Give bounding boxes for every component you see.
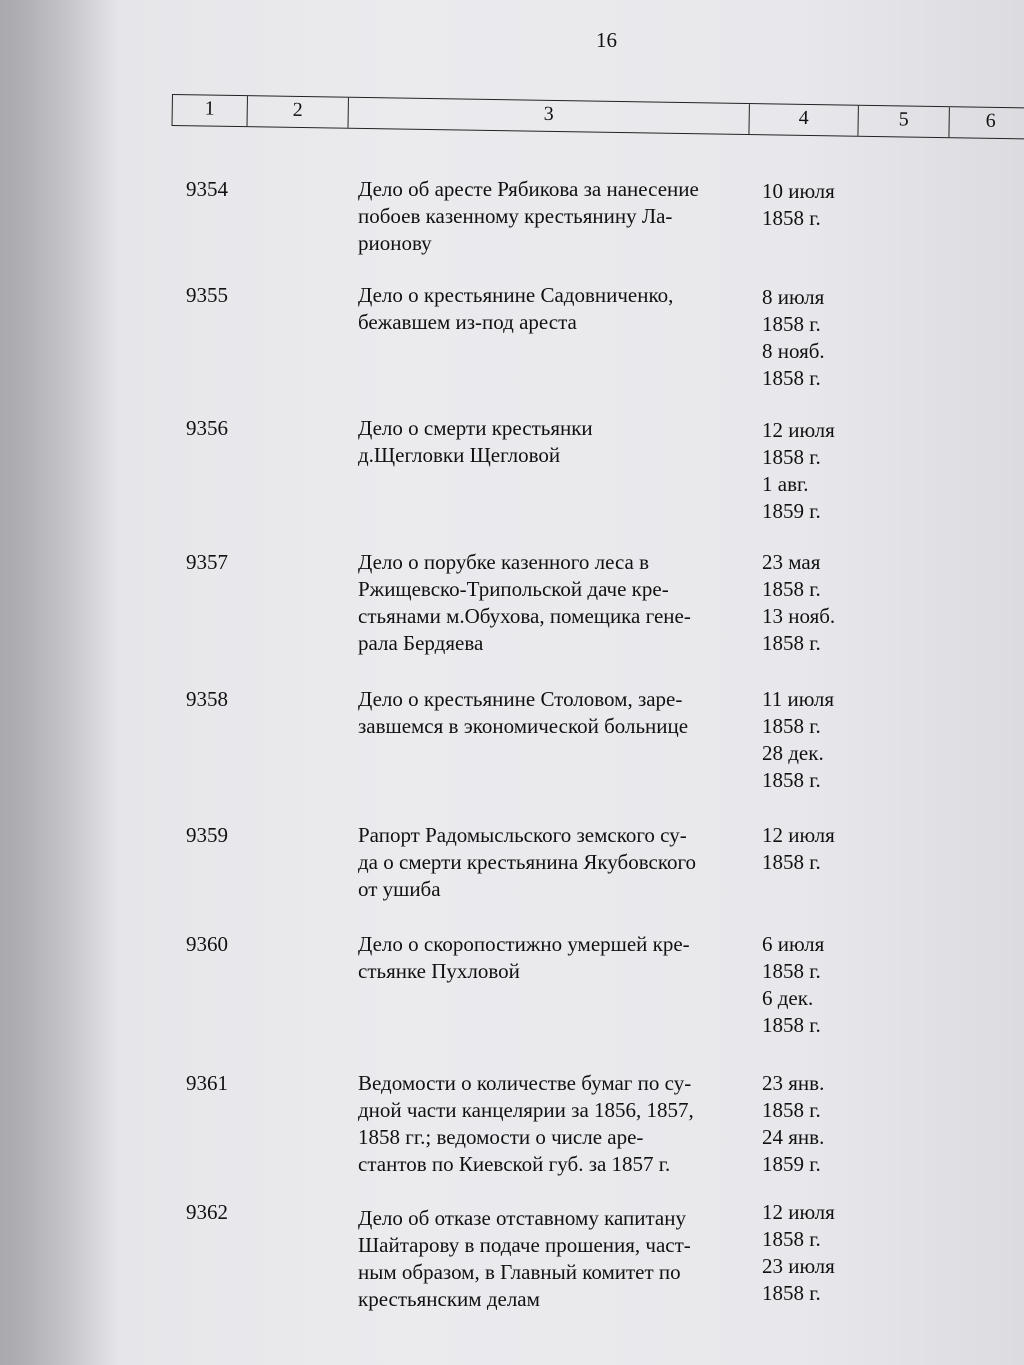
entry-dates <box>762 822 862 876</box>
entry-description <box>358 549 748 657</box>
entry-description <box>358 1205 748 1313</box>
entry-number: 9357 <box>186 550 228 574</box>
description-line: дной части канцелярии за 1856, 1857, <box>358 1098 694 1122</box>
date-line: 6 дек. <box>762 986 814 1010</box>
book-spine-shadow <box>0 0 120 1365</box>
date-line: 24 янв. <box>762 1125 825 1149</box>
date-line: 12 июля <box>762 823 835 847</box>
entry-description <box>358 415 748 469</box>
entry-dates <box>762 686 862 794</box>
date-line: 1 авг. <box>762 472 809 496</box>
date-line: 1858 г. <box>762 206 821 230</box>
entry-number: 9361 <box>186 1071 228 1095</box>
description-line: Дело о смерти крестьянки <box>358 416 593 440</box>
description-line: от ушиба <box>358 877 441 901</box>
column-header-1: 1 <box>173 95 248 126</box>
entry-description <box>358 931 748 985</box>
description-line: Дело о скоропостижно умершей кре- <box>358 932 690 956</box>
table-header <box>171 94 1024 140</box>
description-line: Дело о порубке казенного леса в <box>358 550 650 574</box>
entry-dates <box>762 931 862 1039</box>
entry-description <box>358 822 748 903</box>
description-line: Шайтарову в подаче прошения, част- <box>358 1233 691 1257</box>
entry-number: 9356 <box>186 416 228 440</box>
date-line: 8 июля <box>762 285 825 309</box>
entry-dates <box>762 549 862 657</box>
date-line: 13 нояб. <box>762 604 836 628</box>
date-line: 28 дек. <box>762 741 824 765</box>
date-line: 1858 г. <box>762 1281 821 1305</box>
description-line: рала Бердяева <box>358 631 484 655</box>
entry-dates <box>762 178 862 232</box>
description-line: завшемся в экономической больнице <box>358 714 689 738</box>
date-line: 1858 г. <box>762 445 821 469</box>
entry-number: 9360 <box>186 932 228 956</box>
entry-description <box>358 176 748 257</box>
description-line: д.Щегловки Щегловой <box>358 443 561 467</box>
date-line: 6 июля <box>762 932 825 956</box>
column-header-5: 5 <box>858 106 949 137</box>
entry-dates <box>762 284 862 392</box>
description-line: Дело об аресте Рябикова за нанесение <box>358 177 699 201</box>
description-line: ным образом, в Главный комитет по <box>358 1260 681 1284</box>
date-line: 12 июля <box>762 418 835 442</box>
entry-dates <box>762 1199 862 1307</box>
date-line: 1858 г. <box>762 714 821 738</box>
description-line: рионову <box>358 231 432 255</box>
entry-number: 9355 <box>186 283 228 307</box>
column-header-6: 6 <box>985 109 996 132</box>
entry-description <box>358 686 748 740</box>
date-line: 23 мая <box>762 550 821 574</box>
entry-number: 9358 <box>186 687 228 711</box>
date-line: 1858 г. <box>762 312 821 336</box>
date-line: 12 июля <box>762 1200 835 1224</box>
date-line: 23 янв. <box>762 1071 825 1095</box>
description-line: Ведомости о количестве бумаг по су- <box>358 1071 692 1095</box>
description-line: Рапорт Радомысльского земского су- <box>358 823 687 847</box>
entry-description <box>358 282 748 336</box>
date-line: 1858 г. <box>762 1013 821 1037</box>
entry-dates <box>762 1070 862 1178</box>
column-header-2: 2 <box>248 96 349 128</box>
date-line: 23 июля <box>762 1254 835 1278</box>
entry-number: 9362 <box>186 1200 228 1224</box>
description-line: стьянке Пухловой <box>358 959 520 983</box>
description-line: Дело об отказе отставному капитану <box>358 1206 686 1230</box>
entry-dates <box>762 417 862 525</box>
column-header-3: 3 <box>348 98 749 134</box>
entry-number: 9359 <box>186 823 228 847</box>
date-line: 1859 г. <box>762 499 821 523</box>
column-header-4: 4 <box>749 104 858 136</box>
entry-description <box>358 1070 748 1178</box>
description-line: да о смерти крестьянина Якубовского <box>358 850 697 874</box>
date-line: 1858 г. <box>762 577 821 601</box>
description-line: Дело о крестьянине Столовом, заре- <box>358 687 683 711</box>
date-line: 10 июля <box>762 179 835 203</box>
date-line: 1858 г. <box>762 1098 821 1122</box>
date-line: 8 нояб. <box>762 339 825 363</box>
description-line: бежавшем из-под ареста <box>358 310 577 334</box>
date-line: 1859 г. <box>762 1152 821 1176</box>
entry-number: 9354 <box>186 177 228 201</box>
date-line: 1858 г. <box>762 366 821 390</box>
description-line: побоев казенному крестьянину Ла- <box>358 204 673 228</box>
description-line: Дело о крестьянине Садовниченко, <box>358 283 674 307</box>
description-line: стантов по Киевской губ. за 1857 г. <box>358 1152 671 1176</box>
date-line: 1858 г. <box>762 850 821 874</box>
page-number: 16 <box>596 28 617 52</box>
date-line: 1858 г. <box>762 959 821 983</box>
date-line: 1858 г. <box>762 768 821 792</box>
description-line: Ржищевско-Трипольской даче кре- <box>358 577 669 601</box>
date-line: 1858 г. <box>762 631 821 655</box>
date-line: 11 июля <box>762 687 835 711</box>
description-line: стьянами м.Обухова, помещика гене- <box>358 604 691 628</box>
description-line: 1858 гг.; ведомости о числе аре- <box>358 1125 644 1149</box>
date-line: 1858 г. <box>762 1227 821 1251</box>
description-line: крестьянским делам <box>358 1287 540 1311</box>
